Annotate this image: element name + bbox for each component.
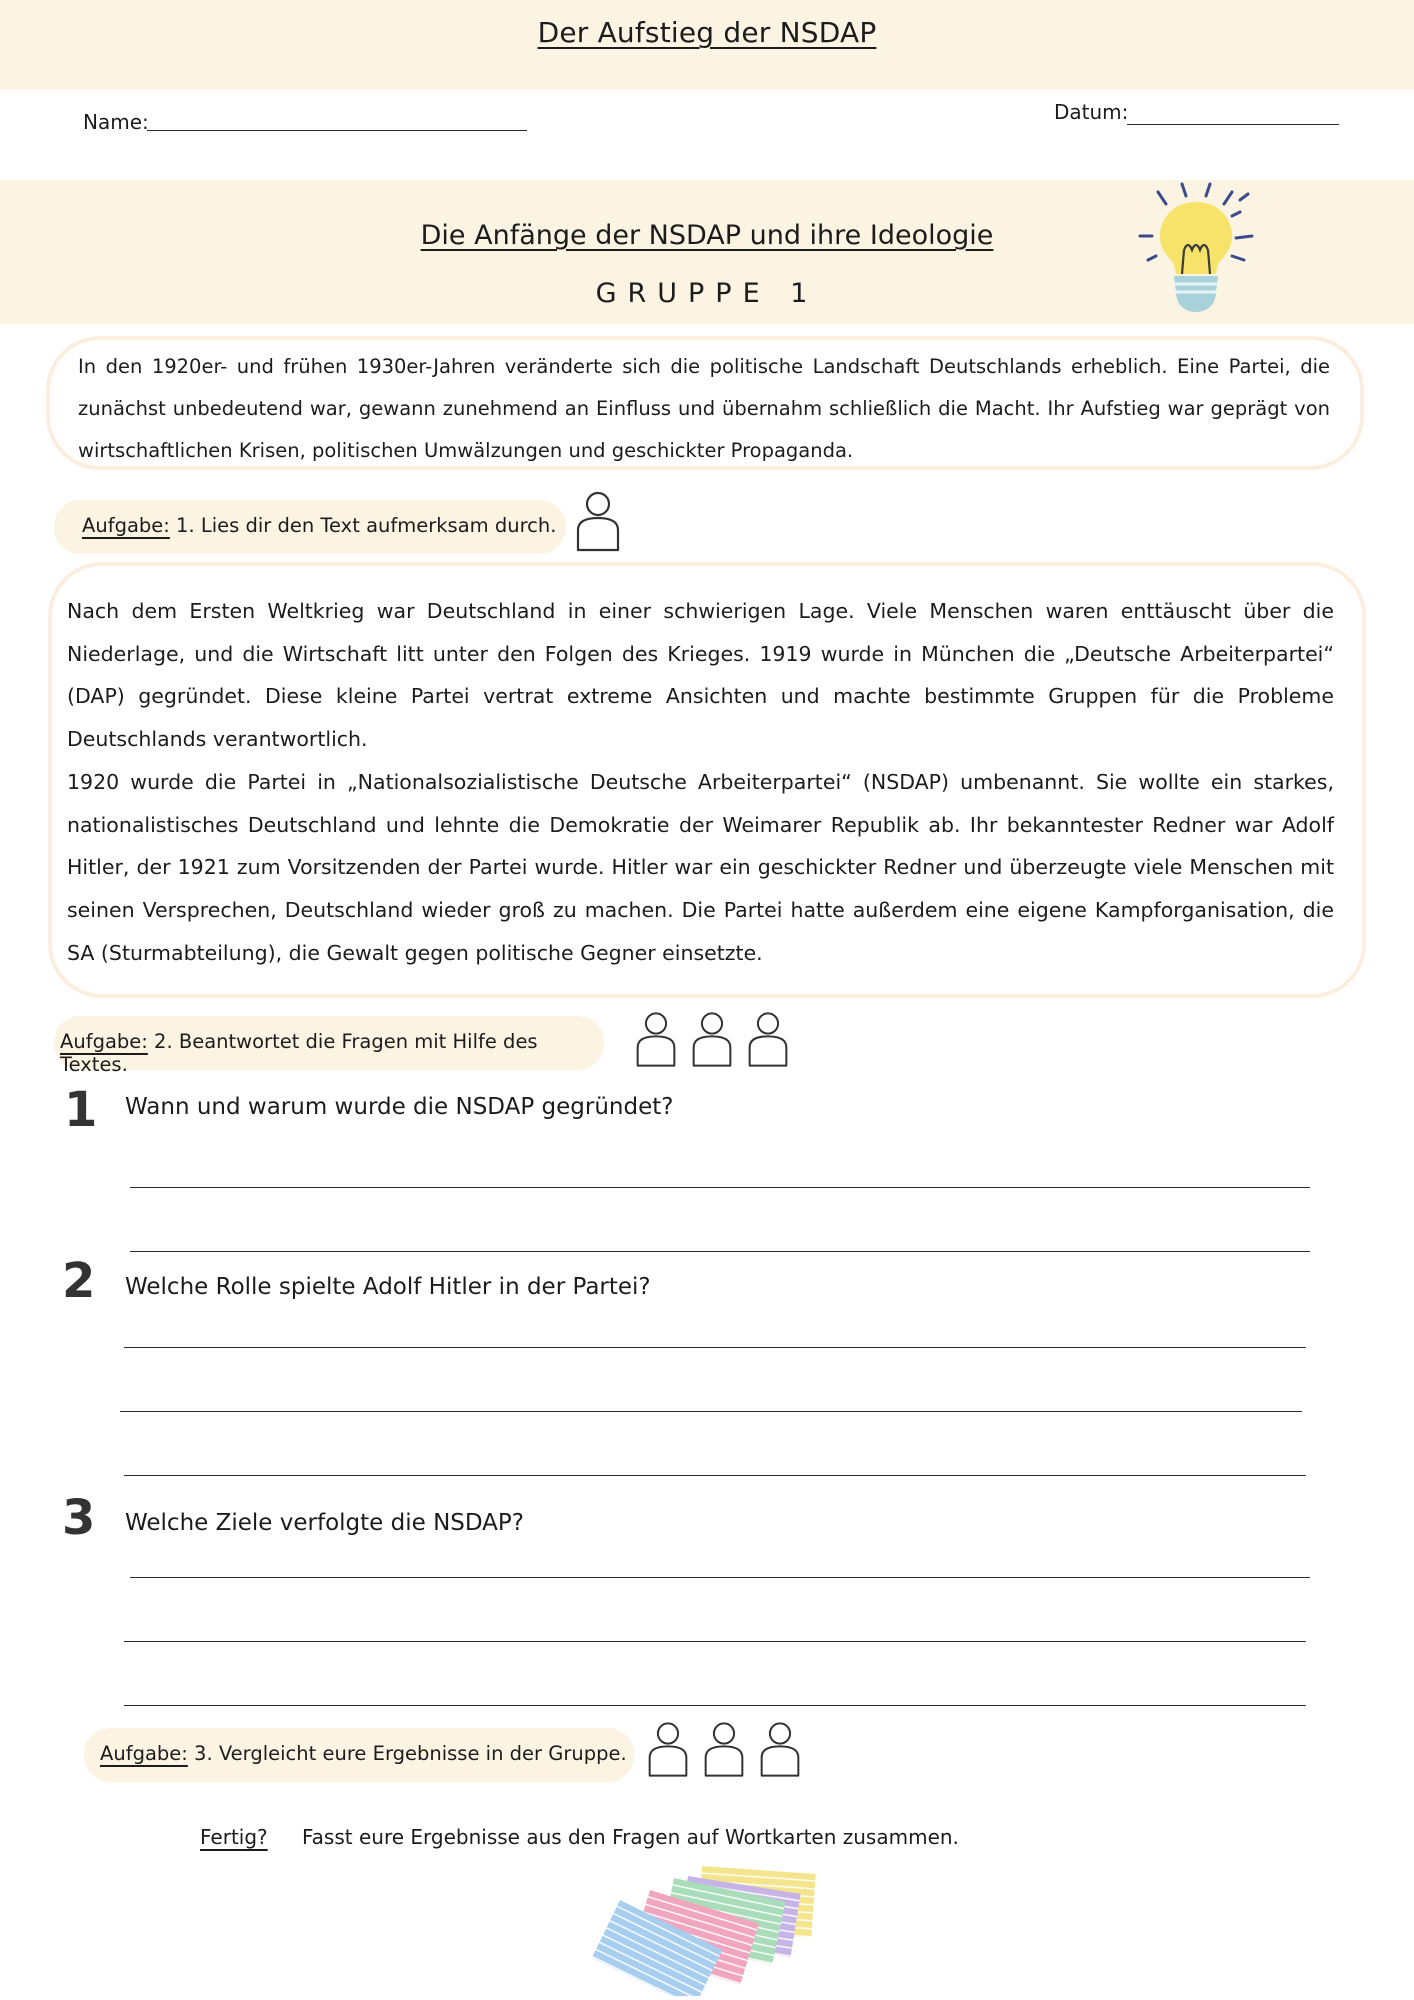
index-cards-icon xyxy=(590,1860,830,1996)
reading-paragraph-1: Nach dem Ersten Weltkrieg war Deutschland in einer schwierigen Lage. Viele Menschen waren enttäuscht über die Niederlage, und die Wirtschaft litt unter den Folgen des Krieges. 1919 wurde in München die „Deutsche Arbeiterpartei“ (DAP) gegründet. Diese kleine Partei vertrat extreme Ansichten und machte bestimmte Gruppen für die Probleme Deutschlands verantwortlich. xyxy=(67,599,1334,752)
answer-line[interactable] xyxy=(130,1577,1310,1578)
question-number: 3 xyxy=(62,1490,96,1546)
lightbulb-icon xyxy=(1136,180,1260,318)
task-2-pill xyxy=(54,1016,604,1076)
person-icon xyxy=(574,490,622,554)
date-line[interactable] xyxy=(1127,124,1339,125)
answer-line[interactable] xyxy=(124,1347,1306,1348)
person-icon xyxy=(758,1718,802,1782)
task-label: Aufgabe: xyxy=(82,514,170,537)
task-3-pill xyxy=(84,1728,634,1782)
question-text: Wann und warum wurde die NSDAP gegründet? xyxy=(125,1094,674,1120)
question-text: Welche Ziele verfolgte die NSDAP? xyxy=(125,1510,524,1536)
name-line[interactable] xyxy=(147,130,527,131)
person-icon xyxy=(646,1718,690,1782)
date-label: Datum: xyxy=(1054,100,1129,124)
task-text: 3. Vergleicht eure Ergebnisse in der Gruppe. xyxy=(187,1742,627,1765)
task-text: 2. Beantwortet die Fragen mit Hilfe des Textes. xyxy=(60,1030,538,1076)
person-icon xyxy=(702,1718,746,1782)
task-text: 1. Lies dir den Text aufmerksam durch. xyxy=(169,514,557,537)
question-text: Welche Rolle spielte Adolf Hitler in der Partei? xyxy=(125,1274,651,1300)
reading-box xyxy=(48,562,1366,998)
answer-line[interactable] xyxy=(120,1411,1302,1412)
answer-line[interactable] xyxy=(130,1251,1310,1252)
person-icon xyxy=(634,1008,678,1072)
group-label: GRUPPE 1 xyxy=(595,278,819,309)
task-label: Aufgabe: xyxy=(100,1742,188,1765)
worksheet-title: Der Aufstieg der NSDAP xyxy=(537,16,877,49)
person-icon xyxy=(746,1008,790,1072)
answer-line[interactable] xyxy=(124,1475,1306,1476)
name-label: Name: xyxy=(83,110,149,134)
section-title: Die Anfänge der NSDAP und ihre Ideologie xyxy=(420,220,994,251)
answer-line[interactable] xyxy=(124,1641,1306,1642)
answer-line[interactable] xyxy=(124,1705,1306,1706)
reading-paragraph-2: 1920 wurde die Partei in „Nationalsozialistische Deutsche Arbeiterpartei“ (NSDAP) umbenannt. Sie wollte ein starkes, nationalistisches Deutschland und lehnte die Demokratie der Weimarer Republik ab. Ihr bekanntester Redner war Adolf Hitler, der 1921 zum Vorsitzenden der Partei wurde. Hitler war ein geschickter Redner und überzeugte viele Menschen mit seinen Versprechen, Deutschland wieder groß zu machen. Die Partei hatte außerdem eine eigene Kampforganisation, die SA (Sturmabteilung), die Gewalt gegen politische Gegner einsetzte. xyxy=(67,769,1334,965)
question-number: 2 xyxy=(62,1253,96,1309)
finish-label: Fertig? xyxy=(200,1825,268,1849)
answer-line[interactable] xyxy=(130,1187,1310,1188)
task-label: Aufgabe: xyxy=(60,1030,148,1053)
task-1-pill xyxy=(54,500,566,554)
finish-text: Fasst eure Ergebnisse aus den Fragen auf Wortkarten zusammen. xyxy=(302,1825,959,1849)
person-icon xyxy=(690,1008,734,1072)
question-number: 1 xyxy=(64,1082,98,1138)
intro-text: In den 1920er- und frühen 1930er-Jahren veränderte sich die politische Landschaft Deutschlands erheblich. Eine Partei, die zunächst unbedeutend war, gewann zunehmend an Einfluss und übernahm schließlich die Macht. Ihr Aufstieg war geprägt von wirtschaftlichen Krisen, politischen Umwälzungen und geschickter Propaganda. xyxy=(78,355,1330,462)
intro-box xyxy=(46,336,1364,470)
